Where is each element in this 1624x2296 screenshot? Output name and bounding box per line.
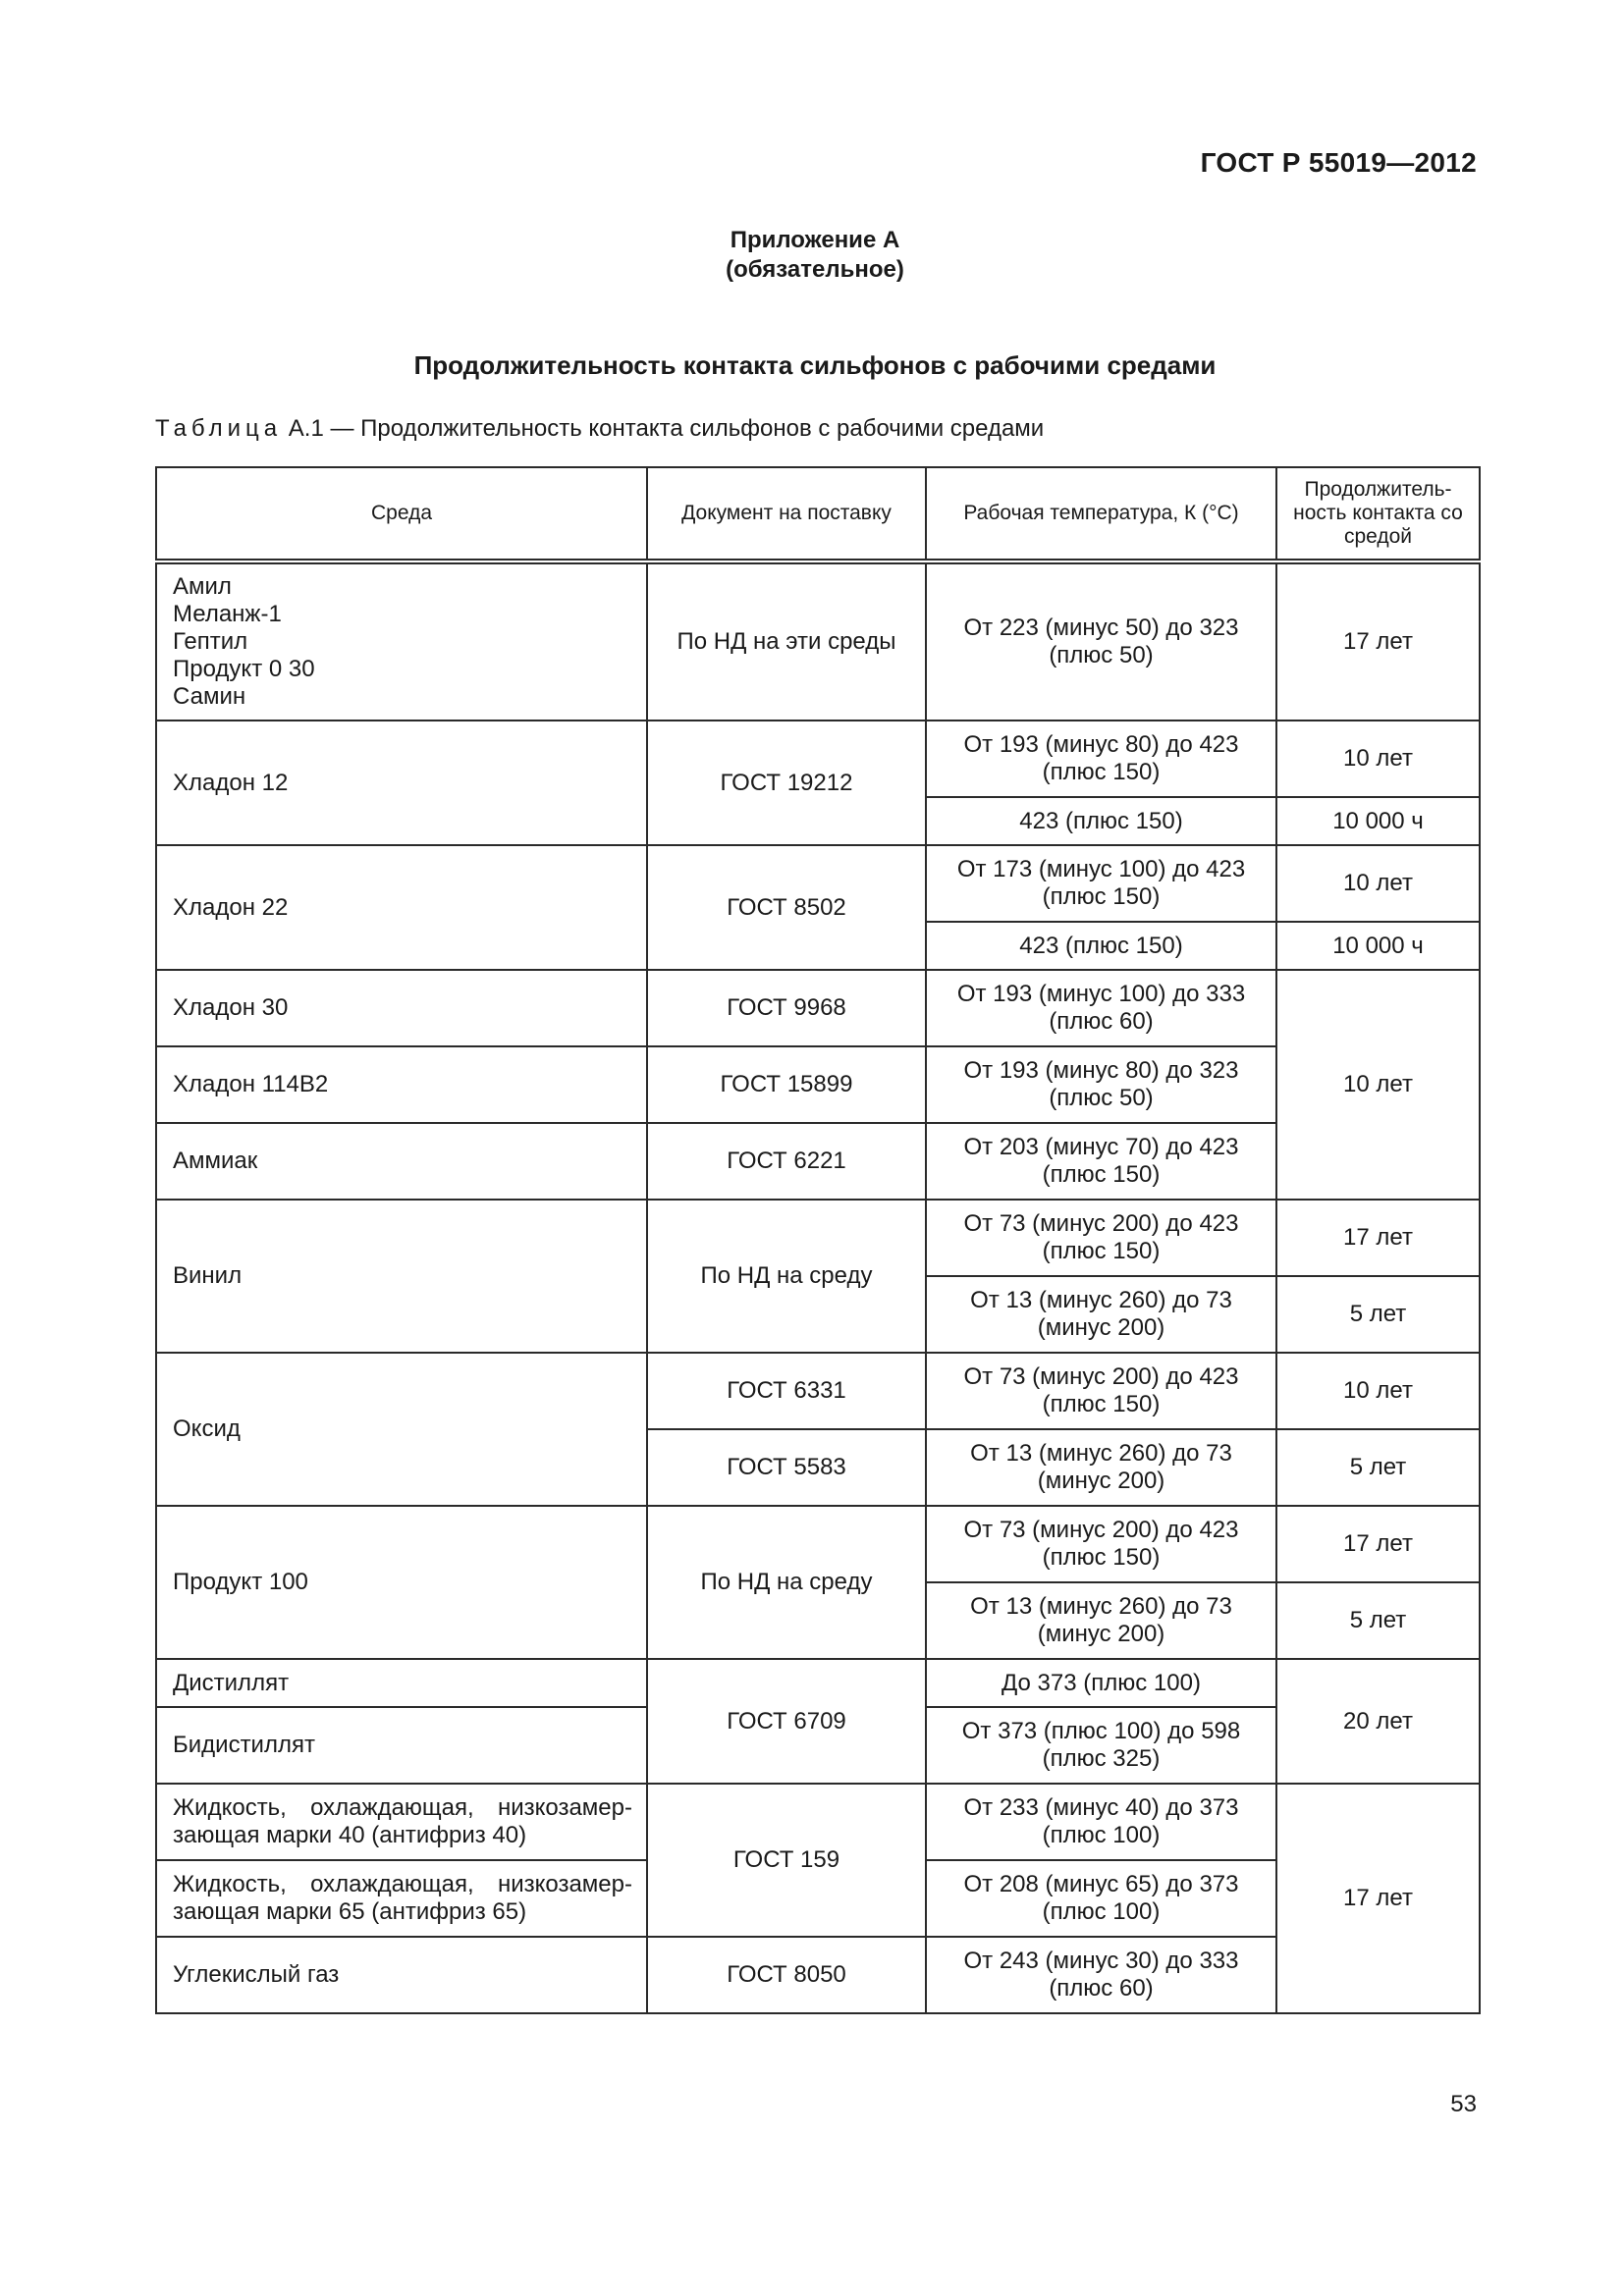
temperature-cell: От 73 (минус 200) до 423 (плюс 150) bbox=[926, 1506, 1276, 1582]
duration-cell: 10 000 ч bbox=[1276, 922, 1480, 970]
header-medium: Среда bbox=[156, 467, 647, 561]
table-row bbox=[156, 1659, 1480, 1707]
medium-cell bbox=[156, 561, 647, 721]
document-cell: По НД на среду bbox=[647, 1200, 926, 1353]
medium-cell: Жидкость, охлаждающая, низкозамер-зающая марки 40 (антифриз 40) bbox=[156, 1784, 647, 1860]
table-row bbox=[156, 1353, 1480, 1429]
medium-cell: Углекислый газ bbox=[156, 1937, 647, 2013]
temperature-cell: От 373 (плюс 100) до 598 (плюс 325) bbox=[926, 1707, 1276, 1784]
duration-cell: 10 лет bbox=[1276, 970, 1480, 1200]
medium-name: Меланж-1 bbox=[173, 601, 282, 627]
document-cell: ГОСТ 19212 bbox=[647, 721, 926, 845]
duration-cell: 10 лет bbox=[1276, 1353, 1480, 1429]
temperature-cell: От 208 (минус 65) до 373 (плюс 100) bbox=[926, 1860, 1276, 1937]
document-cell: ГОСТ 6331 bbox=[647, 1353, 926, 1429]
medium-cell: Хладон 12 bbox=[156, 721, 647, 845]
table-row bbox=[156, 970, 1480, 1046]
table-row bbox=[156, 561, 1480, 721]
medium-cell: Хладон 22 bbox=[156, 845, 647, 970]
contact-duration-table bbox=[155, 466, 1481, 2014]
medium-cell: Продукт 100 bbox=[156, 1506, 647, 1659]
page-number: 53 bbox=[1450, 2091, 1477, 2117]
temperature-cell: От 233 (минус 40) до 373 (плюс 100) bbox=[926, 1784, 1276, 1860]
document-cell: ГОСТ 8502 bbox=[647, 845, 926, 970]
temperature-cell: От 13 (минус 260) до 73 (минус 200) bbox=[926, 1429, 1276, 1506]
temperature-cell: До 373 (плюс 100) bbox=[926, 1659, 1276, 1707]
appendix-title: Приложение А bbox=[730, 227, 900, 253]
temperature-cell: 423 (плюс 150) bbox=[926, 922, 1276, 970]
temperature-cell: От 193 (минус 80) до 423 (плюс 150) bbox=[926, 721, 1276, 797]
appendix-heading bbox=[0, 226, 1624, 285]
temperature-cell: От 243 (минус 30) до 333 (плюс 60) bbox=[926, 1937, 1276, 2013]
temperature-cell: От 73 (минус 200) до 423 (плюс 150) bbox=[926, 1353, 1276, 1429]
temperature-cell: От 193 (минус 100) до 333 (плюс 60) bbox=[926, 970, 1276, 1046]
temperature-cell: От 193 (минус 80) до 323 (плюс 50) bbox=[926, 1046, 1276, 1123]
temperature-cell: От 173 (минус 100) до 423 (плюс 150) bbox=[926, 845, 1276, 922]
header-temperature: Рабочая температура, К (°С) bbox=[926, 467, 1276, 561]
table-header-row bbox=[156, 467, 1480, 561]
temperature-cell: 423 (плюс 150) bbox=[926, 797, 1276, 845]
appendix-status: (обязательное) bbox=[726, 256, 904, 283]
medium-cell: Хладон 30 bbox=[156, 970, 647, 1046]
medium-cell: Хладон 114В2 bbox=[156, 1046, 647, 1123]
section-title: Продолжительность контакта сильфонов с рабочими средами bbox=[413, 350, 1217, 380]
duration-cell: 20 лет bbox=[1276, 1659, 1480, 1784]
document-cell: ГОСТ 6709 bbox=[647, 1659, 926, 1784]
document-cell: По НД на среду bbox=[647, 1506, 926, 1659]
medium-cell: Дистиллят bbox=[156, 1659, 647, 1707]
standard-code: ГОСТ Р 55019—2012 bbox=[1200, 147, 1477, 178]
temperature-cell: От 13 (минус 260) до 73 (минус 200) bbox=[926, 1582, 1276, 1659]
table-row bbox=[156, 845, 1480, 922]
table-caption-text: А.1 — Продолжительность контакта сильфонов с рабочими средами bbox=[288, 415, 1045, 442]
duration-cell: 5 лет bbox=[1276, 1276, 1480, 1353]
header-duration: Продолжитель-ность контакта со средой bbox=[1276, 467, 1480, 561]
document-cell: ГОСТ 5583 bbox=[647, 1429, 926, 1506]
document-cell: ГОСТ 9968 bbox=[647, 970, 926, 1046]
medium-name: Самин bbox=[173, 683, 246, 710]
medium-cell: Винил bbox=[156, 1200, 647, 1353]
temperature-cell: От 223 (минус 50) до 323 (плюс 50) bbox=[926, 561, 1276, 721]
medium-cell: Бидистиллят bbox=[156, 1707, 647, 1784]
duration-cell: 10 лет bbox=[1276, 845, 1480, 922]
medium-cell: Жидкость, охлаждающая, низкозамер-зающая марки 65 (антифриз 65) bbox=[156, 1860, 647, 1937]
medium-name: Амил bbox=[173, 573, 232, 600]
duration-cell: 10 лет bbox=[1276, 721, 1480, 797]
header-document: Документ на поставку bbox=[647, 467, 926, 561]
document-cell: ГОСТ 159 bbox=[647, 1784, 926, 1937]
duration-cell: 17 лет bbox=[1276, 1200, 1480, 1276]
document-cell: ГОСТ 8050 bbox=[647, 1937, 926, 2013]
temperature-cell: От 203 (минус 70) до 423 (плюс 150) bbox=[926, 1123, 1276, 1200]
table-caption bbox=[155, 415, 1044, 443]
duration-cell: 5 лет bbox=[1276, 1429, 1480, 1506]
table-row bbox=[156, 721, 1480, 797]
temperature-cell: От 13 (минус 260) до 73 (минус 200) bbox=[926, 1276, 1276, 1353]
table-row bbox=[156, 1200, 1480, 1276]
medium-name: Гептил bbox=[173, 628, 248, 655]
medium-cell: Оксид bbox=[156, 1353, 647, 1506]
document-cell: ГОСТ 15899 bbox=[647, 1046, 926, 1123]
table-row bbox=[156, 1506, 1480, 1582]
document-cell: ГОСТ 6221 bbox=[647, 1123, 926, 1200]
medium-name: Продукт 0 30 bbox=[173, 656, 315, 682]
duration-cell: 17 лет bbox=[1276, 1506, 1480, 1582]
document-cell: По НД на эти среды bbox=[647, 561, 926, 721]
duration-cell: 17 лет bbox=[1276, 561, 1480, 721]
duration-cell: 17 лет bbox=[1276, 1784, 1480, 2013]
temperature-cell: От 73 (минус 200) до 423 (плюс 150) bbox=[926, 1200, 1276, 1276]
duration-cell: 5 лет bbox=[1276, 1582, 1480, 1659]
medium-cell: Аммиак bbox=[156, 1123, 647, 1200]
table-row bbox=[156, 1784, 1480, 1860]
table-caption-label: Таблица bbox=[155, 415, 283, 442]
duration-cell: 10 000 ч bbox=[1276, 797, 1480, 845]
